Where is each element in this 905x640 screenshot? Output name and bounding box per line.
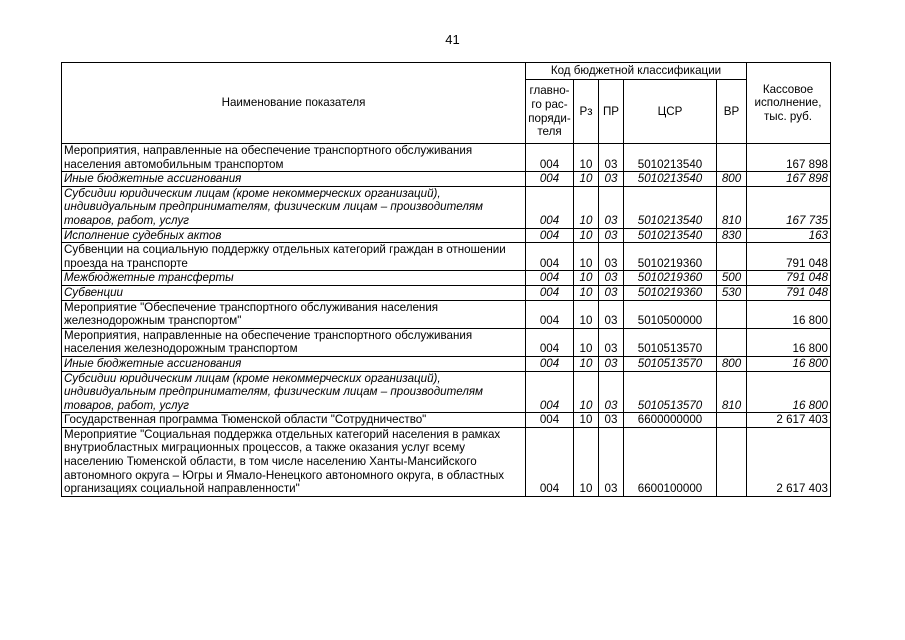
header-code-group: Код бюджетной классификации [526,63,747,80]
row-name-cell: Субсидии юридическим лицам (кроме некоммерческих организаций), индивидуальным предпринимателям, физическим лицам – производителям товаров, работ, услуг [62,371,526,413]
row-vr-cell: 810 [717,186,747,228]
row-name-cell: Мероприятие "Обеспечение транспортного обслуживания населения железнодорожным транспортом" [62,300,526,328]
row-name-cell: Иные бюджетные ассигнования [62,172,526,187]
row-vr-cell [717,243,747,271]
row-gr-cell: 004 [526,427,574,496]
header-sum: Кассовое исполнение, тыс. руб. [747,63,831,144]
row-rz-cell: 10 [574,300,599,328]
row-rz-cell: 10 [574,144,599,172]
row-rz-cell: 10 [574,356,599,371]
row-gr-cell: 004 [526,172,574,187]
row-csr-cell: 5010500000 [624,300,717,328]
table-row [62,271,831,286]
row-name-cell: Субсидии юридическим лицам (кроме некоммерческих организаций), индивидуальным предпринимателям, физическим лицам – производителям товаров, работ, услуг [62,186,526,228]
row-sum-cell: 791 048 [747,271,831,286]
row-name-cell: Субвенции [62,285,526,300]
row-rz-cell: 10 [574,243,599,271]
row-sum-cell: 16 800 [747,300,831,328]
table-body [62,144,831,497]
table-row [62,300,831,328]
row-name-cell: Мероприятие "Социальная поддержка отдельных категорий населения в рамках внутриобластных миграционных процессов, а также оказания услуг всему населению Тюменской области, в том числе населению Ханты-Мансийского автономного округа – Югры и Ямало-Ненецкого автономного округа, в областных организациях социальной направленности" [62,427,526,496]
header-pr: ПР [599,80,624,144]
row-gr-cell: 004 [526,228,574,243]
table-row [62,427,831,496]
row-vr-cell: 830 [717,228,747,243]
header-gr: главно-го рас-поряди-теля [526,80,574,144]
row-sum-cell: 16 800 [747,328,831,356]
row-pr-cell: 03 [599,285,624,300]
budget-table [61,62,831,497]
row-vr-cell: 800 [717,172,747,187]
row-sum-cell: 2 617 403 [747,427,831,496]
row-name-cell: Межбюджетные трансферты [62,271,526,286]
row-rz-cell: 10 [574,172,599,187]
row-name-cell: Государственная программа Тюменской области "Сотрудничество" [62,413,526,428]
row-vr-cell [717,300,747,328]
row-sum-cell: 163 [747,228,831,243]
header-vr: ВР [717,80,747,144]
row-gr-cell: 004 [526,328,574,356]
row-sum-cell: 167 898 [747,172,831,187]
table-row [62,328,831,356]
row-pr-cell: 03 [599,243,624,271]
row-sum-cell: 791 048 [747,285,831,300]
row-pr-cell: 03 [599,371,624,413]
row-vr-cell: 810 [717,371,747,413]
row-vr-cell: 800 [717,356,747,371]
row-gr-cell: 004 [526,356,574,371]
row-rz-cell: 10 [574,371,599,413]
table-header [62,63,831,144]
row-csr-cell: 5010213540 [624,228,717,243]
header-rz: Рз [574,80,599,144]
row-gr-cell: 004 [526,243,574,271]
table-row [62,243,831,271]
table-row [62,186,831,228]
row-pr-cell: 03 [599,356,624,371]
row-pr-cell: 03 [599,328,624,356]
row-vr-cell [717,328,747,356]
row-rz-cell: 10 [574,228,599,243]
row-gr-cell: 004 [526,271,574,286]
header-name: Наименование показателя [62,63,526,144]
row-rz-cell: 10 [574,413,599,428]
row-csr-cell: 5010513570 [624,356,717,371]
row-pr-cell: 03 [599,228,624,243]
table-row [62,228,831,243]
row-gr-cell: 004 [526,186,574,228]
row-vr-cell [717,413,747,428]
row-csr-cell: 5010513570 [624,371,717,413]
row-pr-cell: 03 [599,186,624,228]
row-csr-cell: 5010213540 [624,172,717,187]
row-gr-cell: 004 [526,413,574,428]
row-vr-cell [717,427,747,496]
table-row [62,144,831,172]
table-row [62,356,831,371]
row-pr-cell: 03 [599,413,624,428]
row-csr-cell: 5010213540 [624,144,717,172]
row-pr-cell: 03 [599,144,624,172]
row-rz-cell: 10 [574,186,599,228]
row-rz-cell: 10 [574,427,599,496]
row-gr-cell: 004 [526,144,574,172]
row-gr-cell: 004 [526,300,574,328]
row-sum-cell: 167 898 [747,144,831,172]
row-sum-cell: 791 048 [747,243,831,271]
page-number: 41 [445,32,460,47]
row-pr-cell: 03 [599,427,624,496]
header-csr: ЦСР [624,80,717,144]
row-csr-cell: 5010219360 [624,285,717,300]
row-vr-cell: 530 [717,285,747,300]
row-vr-cell: 500 [717,271,747,286]
row-csr-cell: 5010219360 [624,243,717,271]
row-csr-cell: 5010219360 [624,271,717,286]
row-name-cell: Исполнение судебных актов [62,228,526,243]
row-csr-cell: 6600100000 [624,427,717,496]
row-pr-cell: 03 [599,300,624,328]
row-name-cell: Мероприятия, направленные на обеспечение транспортного обслуживания населения автомобильным транспортом [62,144,526,172]
row-sum-cell: 16 800 [747,356,831,371]
table-row [62,172,831,187]
row-pr-cell: 03 [599,172,624,187]
row-sum-cell: 2 617 403 [747,413,831,428]
table-row [62,413,831,428]
row-name-cell: Субвенции на социальную поддержку отдельных категорий граждан в отношении проезда на транспорте [62,243,526,271]
row-sum-cell: 16 800 [747,371,831,413]
row-csr-cell: 6600000000 [624,413,717,428]
row-csr-cell: 5010513570 [624,328,717,356]
table-row [62,371,831,413]
row-vr-cell [717,144,747,172]
row-gr-cell: 004 [526,285,574,300]
row-csr-cell: 5010213540 [624,186,717,228]
row-name-cell: Мероприятия, направленные на обеспечение транспортного обслуживания населения железнодорожным транспортом [62,328,526,356]
row-gr-cell: 004 [526,371,574,413]
row-rz-cell: 10 [574,285,599,300]
row-pr-cell: 03 [599,271,624,286]
row-rz-cell: 10 [574,328,599,356]
row-rz-cell: 10 [574,271,599,286]
table-row [62,285,831,300]
row-sum-cell: 167 735 [747,186,831,228]
row-name-cell: Иные бюджетные ассигнования [62,356,526,371]
